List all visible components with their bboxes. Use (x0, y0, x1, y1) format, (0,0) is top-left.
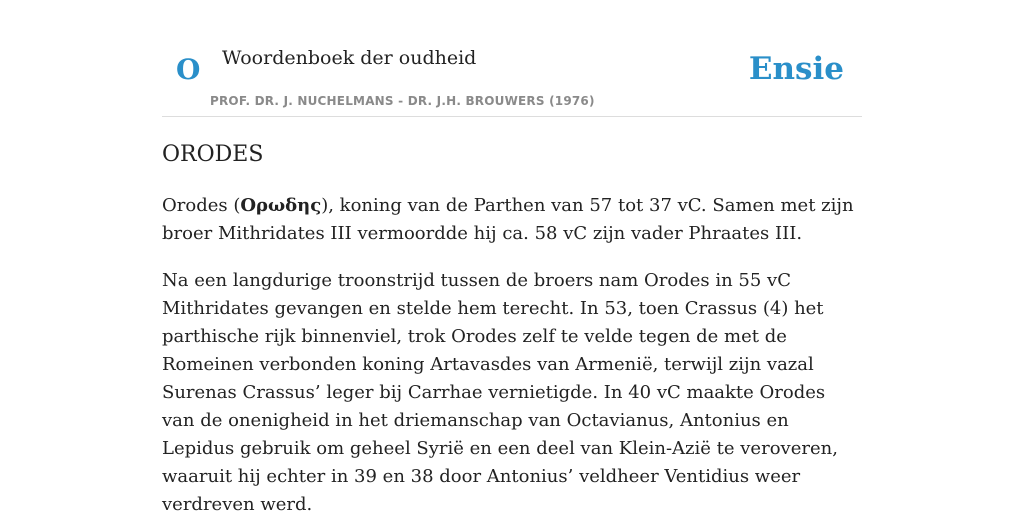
letter-index-link[interactable]: O (176, 53, 201, 86)
paragraph-text: Orodes ( (162, 195, 241, 216)
dictionary-header (162, 0, 862, 117)
paragraph-text: ), koning van de Parthen van 57 tot 37 vC. Samen met zijn broer Mithridates III vermoordde hij ca. 58 vC zijn vader Phraates III. (162, 195, 854, 244)
entry-paragraph-2: Na een langdurige troonstrijd tussen de broers nam Orodes in 55 vC Mithridates gevangen en stelde hem terecht. In 53, toen Crassus (4) het parthische rijk binnenviel, trok Orodes zelf te velde tegen de met de Romeinen verbonden koning Artavasdes van Armenië, terwijl zijn vazal Surenas Crassus’ leger bij Carrhae vernietigde. In 40 vC maakte Orodes van de onenigheid in het driemanschap van Octavianus, Antonius en Lepidus gebruik om geheel Syrië en een deel van Klein-Azië te veroveren, waaruit hij echter in 39 en 38 door Antonius’ veldheer Ventidius weer verdreven werd. (162, 270, 838, 515)
dictionary-authors: PROF. DR. J. NUCHELMANS - DR. J.H. BROUWERS (1976) (210, 94, 595, 108)
dictionary-title-link[interactable]: Woordenboek der oudheid (222, 47, 477, 69)
entry-paragraph-1 (162, 192, 862, 248)
entry-title: ORODES (162, 142, 264, 167)
page (162, 0, 862, 515)
ensie-logo-link[interactable]: Ensie (748, 51, 844, 87)
greek-name: Ορωδης (240, 195, 322, 216)
